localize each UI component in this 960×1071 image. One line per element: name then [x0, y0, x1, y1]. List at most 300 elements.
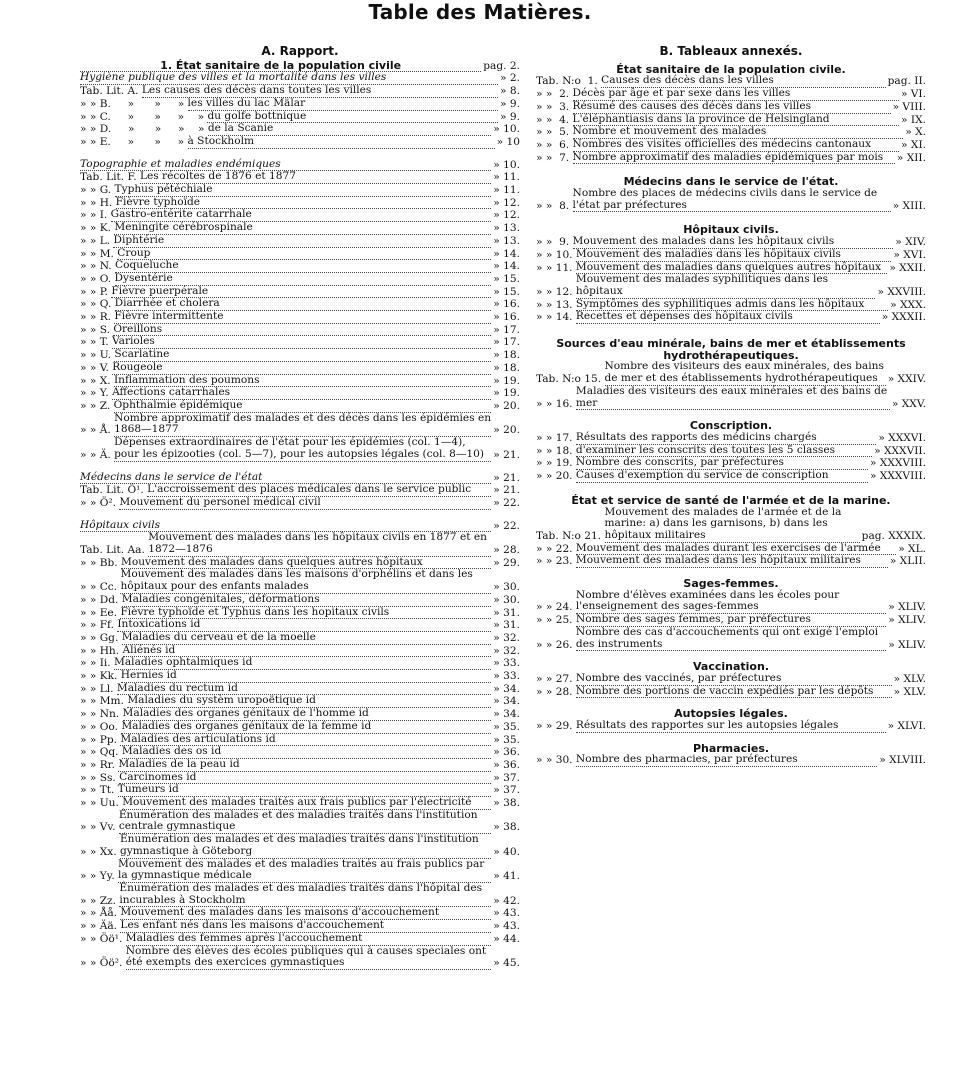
- toc-entry-title: Mouvement des malades dans les hôpitaux militaires: [576, 555, 888, 568]
- toc-entry-reference: » » B. » » »: [80, 97, 188, 110]
- toc-entry-page: » 15.: [493, 272, 520, 285]
- toc-entry-title: Mouvement des malades durant les exercises de l'armée: [576, 543, 896, 556]
- toc-entry-page: » 9.: [500, 97, 520, 110]
- right-column: [536, 46, 926, 767]
- toc-entry: [80, 235, 520, 248]
- toc-entry: [80, 437, 520, 461]
- toc-entry-reference: » » O.: [80, 272, 115, 285]
- toc-entry-page: » 14.: [493, 260, 520, 273]
- heading-autopsies: Autopsies légales.: [674, 707, 788, 721]
- toc-entry-reference: » » Ää.: [80, 920, 121, 933]
- heading-pharmacies: Pharmacies.: [692, 741, 770, 755]
- toc-entry: [536, 386, 926, 410]
- toc-entry-reference: » » Xx.: [80, 845, 120, 858]
- toc-entry-reference: » » K.: [80, 222, 115, 235]
- toc-entry-title: Fièvre typhoïde: [116, 197, 492, 210]
- toc-entry-title: Nombre des cas d'accouchements qui ont exigé l'emploi des instruments: [576, 627, 886, 651]
- toc-entry-page: » XLIV.: [888, 601, 926, 614]
- toc-entry-reference: » » Bb.: [80, 556, 121, 569]
- toc-entry-page: » 10: [496, 135, 520, 148]
- toc-entry-title: Meningite cérébrospinale: [114, 222, 491, 235]
- toc-entry-reference: » » Vv.: [80, 821, 119, 834]
- toc-entry-title: Mouvement des malades dans les hôpitaux civils en 1877 et en 1872—1876: [148, 532, 491, 556]
- toc-entry-reference: » » Qq.: [80, 746, 122, 759]
- toc-entry: [536, 249, 926, 262]
- toc-entry-title: Symptômes des syphilitiques admis dans les hôpitaux: [576, 299, 888, 312]
- toc-entry-title: Maladies des organes génitaux de la femme id: [121, 721, 491, 734]
- toc-entry-title: Inflammation des poumons: [114, 375, 491, 388]
- toc-entry-page: » XXXVIII.: [869, 470, 926, 483]
- toc-entry-reference: » » Ö².: [80, 496, 120, 509]
- toc-entry: [80, 111, 520, 124]
- toc-entry-page: » XXVIII.: [877, 285, 926, 298]
- toc-entry-reference: » » G.: [80, 184, 115, 197]
- toc-entry-reference: » » V.: [80, 361, 113, 374]
- toc-entry-reference: » » 3.: [536, 100, 573, 113]
- toc-section-medecins: [80, 472, 520, 510]
- toc-entry-reference: » » S.: [80, 323, 114, 336]
- toc-entry-reference: » » Z.: [80, 399, 114, 412]
- toc-entry: [80, 484, 520, 497]
- toc-entry: [80, 721, 520, 734]
- toc-entry: [80, 136, 520, 149]
- toc-entry: [536, 236, 926, 249]
- toc-entry-reference: » » Y.: [80, 387, 113, 400]
- toc-entry-page: » 21.: [493, 484, 520, 497]
- toc-entry: [80, 273, 520, 286]
- toc-entry-reference: » » H.: [80, 196, 116, 209]
- toc-entry-page: » XXXII.: [881, 311, 926, 324]
- toc-entry-reference: » » X.: [80, 374, 114, 387]
- toc-entry: [80, 883, 520, 907]
- toc-entry-page: » 19.: [493, 387, 520, 400]
- toc-entry-page: » 11.: [493, 171, 520, 184]
- toc-entry: [80, 810, 520, 834]
- toc-entry-title: Fièvre intermittente: [114, 311, 491, 324]
- toc-entry: [536, 432, 926, 445]
- toc-entry-reference: » » Ee.: [80, 606, 121, 619]
- heading-etat-civil: État sanitaire de la population civile.: [616, 62, 846, 76]
- toc-entry-page: » 30.: [493, 581, 520, 594]
- toc-entry-reference: » » E. » » »: [80, 135, 188, 148]
- toc-entry: [80, 759, 520, 772]
- toc-entry-page: » 29.: [493, 556, 520, 569]
- toc-entry-reference: » » 28.: [536, 685, 576, 698]
- toc-entry-reference: » » Ss.: [80, 771, 120, 784]
- toc-entry: [80, 708, 520, 721]
- toc-entry: [80, 946, 520, 970]
- toc-entry: [80, 222, 520, 235]
- toc-entry-title: Nombre des élèves des écoles publiques qui à causes speciales ont été exempts des exercices gymnastiques: [126, 946, 492, 970]
- toc-entry-reference: » » Gg.: [80, 631, 122, 644]
- toc-entry-reference: » » 26.: [536, 638, 576, 651]
- toc-entry-title: Décès par âge et par sexe dans les villes: [573, 88, 899, 101]
- toc-entry-page: » 20.: [493, 424, 520, 437]
- heading-tableaux: B. Tableaux annexés.: [659, 44, 803, 58]
- toc-entry-reference: Tab. Lit. Aa.: [80, 544, 149, 557]
- toc-section-armee: [536, 507, 926, 569]
- toc-entry-reference: » » 20.: [536, 470, 576, 483]
- toc-entry-page: » 21.: [493, 471, 520, 484]
- toc-entry-reference: » » P.: [80, 285, 112, 298]
- toc-entry-reference: » » 24.: [536, 601, 576, 614]
- toc-entry-page: » XXX.: [890, 298, 926, 311]
- toc-entry-title: Nombre des places de médecins civils dans le service de l'état par préfectures: [573, 188, 891, 212]
- toc-entry-title: L'accroissement des places médicales dans le service public: [147, 484, 491, 497]
- toc-entry-reference: » » Hh.: [80, 644, 123, 657]
- toc-entry: [536, 361, 926, 385]
- toc-entry-page: » 11.: [493, 184, 520, 197]
- toc-entry-reference: » » 14.: [536, 311, 576, 324]
- toc-entry-title: Maladies des articulations id: [120, 734, 491, 747]
- toc-entry-reference: » » 9.: [536, 236, 573, 249]
- toc-entry-reference: » » R.: [80, 311, 115, 324]
- toc-entry-reference: » » 4.: [536, 113, 573, 126]
- toc-entry-reference: » » Dd.: [80, 593, 122, 606]
- toc-entry-reference: » » Pp.: [80, 733, 121, 746]
- toc-entry-reference: » » I.: [80, 209, 111, 222]
- toc-entry-reference: Tab. Lit. F.: [80, 171, 140, 184]
- toc-entry-reference: » » Nn.: [80, 708, 123, 721]
- toc-entry-reference: » » 11.: [536, 261, 576, 274]
- toc-entry-page: » 40.: [493, 845, 520, 858]
- toc-entry-title: Maladies congénitales, déformations: [122, 594, 492, 607]
- toc-entry: [80, 834, 520, 858]
- toc-entry-title: L'éléphantiasis dans la province de Helsingland: [573, 114, 900, 127]
- toc-entry-title: Les enfant nés dans les maisons d'accouchement: [120, 920, 491, 933]
- toc-entry: [80, 859, 520, 883]
- toc-entry-page: » 45.: [493, 957, 520, 970]
- toc-entry-title: Mouvement des malades dans les hôpitaux civils: [573, 236, 894, 249]
- toc-entry-title: Maladies des os id: [122, 746, 491, 759]
- toc-entry: [536, 507, 926, 543]
- toc-entry-title: Hernies id: [121, 670, 492, 683]
- toc-entry-page: » XLIV.: [888, 614, 926, 627]
- toc-entry-page: » 21.: [493, 448, 520, 461]
- toc-entry: [536, 188, 926, 212]
- toc-entry-reference: Tab. Lit. A.: [80, 85, 142, 98]
- toc-entry-page: » 38.: [493, 821, 520, 834]
- toc-entry-page: pag. XXXIX.: [861, 529, 926, 542]
- toc-entry-title: Nombre des vaccinés, par préfectures: [576, 673, 892, 686]
- toc-section-medecins-right: [536, 188, 926, 212]
- toc-entry-page: » 18.: [493, 349, 520, 362]
- toc-entry-page: » 13.: [493, 234, 520, 247]
- toc-entry: [80, 569, 520, 593]
- toc-entry-title: Les causes des décès dans toutes les villes: [142, 85, 498, 98]
- toc-entry-title: Maladies de la peau id: [118, 759, 491, 772]
- toc-entry-page: » 41.: [493, 870, 520, 883]
- toc-entry-title: Mouvement des maladies dans quelques autres hôpitaux: [576, 262, 887, 275]
- toc-entry-reference: » » 22.: [536, 542, 576, 555]
- toc-entry-reference: » » 30.: [536, 754, 576, 767]
- toc-entry-reference: » » L.: [80, 234, 114, 247]
- toc-entry-page: » IX.: [901, 113, 926, 126]
- toc-entry-reference: » » 25.: [536, 614, 576, 627]
- toc-entry-page: » 31.: [493, 619, 520, 632]
- toc-entry-reference: » » Yy.: [80, 870, 119, 883]
- toc-entry-page: » 34.: [493, 695, 520, 708]
- toc-entry-reference: » » 12.: [536, 285, 576, 298]
- heading-rapport: A. Rapport.: [261, 44, 339, 58]
- toc-entry-title: Mouvement des malades de l'armée et de la marine: a) dans les garnisons, b) dans les hôpitaux militaires: [605, 507, 860, 543]
- toc-entry-reference: » » 7.: [536, 151, 573, 164]
- toc-entry: [80, 497, 520, 510]
- heading-hopitaux: Hôpitaux civils.: [683, 223, 779, 237]
- toc-entry-page: » XLII.: [889, 555, 926, 568]
- toc-entry-page: » XLVIII.: [879, 754, 926, 767]
- toc-entry: [536, 88, 926, 101]
- toc-entry-page: » 37.: [493, 784, 520, 797]
- toc-entry: [80, 632, 520, 645]
- toc-entry-page: » 36.: [493, 746, 520, 759]
- toc-entry-page: » 30.: [493, 593, 520, 606]
- toc-entry-reference: Tab. Lit. Ö¹.: [80, 484, 148, 497]
- toc-entry-page: » 10.: [493, 158, 520, 171]
- toc-entry-page: » 32.: [493, 644, 520, 657]
- toc-entry-reference: » » Q.: [80, 298, 115, 311]
- toc-section-etat-civil: [536, 75, 926, 164]
- toc-entry-page: » XXXVII.: [874, 444, 926, 457]
- toc-section-hopitaux-right: [536, 236, 926, 324]
- toc-entry-title: Recettes et dépenses des hôpitaux civils: [576, 311, 880, 324]
- toc-entry-page: » 33.: [493, 657, 520, 670]
- toc-entry-page: » 35.: [493, 733, 520, 746]
- heading-etat-sanitaire-label: 1. État sanitaire de la population civile: [80, 60, 481, 73]
- toc-entry: [536, 555, 926, 568]
- toc-entry-reference: » » Mm.: [80, 695, 128, 708]
- toc-entry-page: » XXXVI.: [878, 431, 926, 444]
- toc-entry-page: » XI.: [901, 138, 926, 151]
- toc-section-topographie: [80, 159, 520, 462]
- toc-entry-page: » XLVI.: [887, 720, 926, 733]
- toc-section-vaccination: [536, 673, 926, 698]
- toc-entry-reference: » » Oo.: [80, 720, 122, 733]
- toc-entry-title: Rougeole: [112, 362, 491, 375]
- toc-entry-reference: » » Kk.: [80, 670, 121, 683]
- toc-entry-title: Énumération des malades et des maladies traités dans l'hôpital des incurables à Stockholm: [119, 883, 491, 907]
- toc-entry: [80, 98, 520, 111]
- left-column: [80, 46, 520, 970]
- toc-entry: [536, 590, 926, 614]
- toc-entry-page: » 2.: [500, 72, 520, 85]
- toc-entry-title: Nombre des visiteurs des eaux minérales, des bains de mer et des établissements hydrothérapeutiques: [604, 360, 884, 385]
- heading-conscription: Conscription.: [689, 419, 773, 433]
- toc-section-sources: [536, 361, 926, 410]
- toc-entry-page: » 35.: [493, 720, 520, 733]
- heading-medecins: Médecins dans le service de l'état.: [623, 175, 839, 189]
- toc-entry-page: » 32.: [493, 631, 520, 644]
- toc-entry-title: Mouvement des malades dans les maisons d'accouchement: [120, 907, 491, 920]
- toc-entry-reference: » » Uu.: [80, 797, 123, 810]
- toc-entry-page: » 31.: [493, 606, 520, 619]
- toc-entry-page: » XXIV.: [887, 373, 926, 386]
- toc-entry: [536, 754, 926, 767]
- toc-entry-title: Mouvement des malades dans les maisons d'orphélins et dans les hôpitaux pour des enfants malades: [120, 569, 491, 593]
- toc-entry-reference: » » 5.: [536, 126, 573, 139]
- toc-entry-title: Tumeurs id: [118, 784, 492, 797]
- toc-entry-page: » XIV.: [895, 236, 926, 249]
- toc-entry-reference: » » Åå.: [80, 907, 121, 920]
- toc-entry-title: Nombre approximatif des malades et des décès dans les épidémies en 1868—1877: [114, 411, 492, 436]
- toc-entry-reference: » » 17.: [536, 431, 576, 444]
- toc-entry-title: Affections catarrhales: [112, 387, 491, 400]
- toc-entry-page: » 12.: [493, 196, 520, 209]
- toc-entry-title: Maladies des femmes après l'accouchement: [126, 933, 492, 946]
- toc-entry-page: » 28.: [493, 544, 520, 557]
- toc-entry-reference: Tab. N:o 21.: [536, 529, 605, 542]
- toc-entry-reference: » » D. » » » »: [80, 123, 208, 136]
- toc-entry-title: Nombre et mouvement des malades: [573, 126, 904, 139]
- toc-entry-reference: » » Öö².: [80, 957, 126, 970]
- toc-entry-reference: » » 13.: [536, 298, 576, 311]
- toc-entry-reference: » » 16.: [536, 397, 576, 410]
- toc-entry-page: » 38.: [493, 797, 520, 810]
- toc-entry-page: » 8.: [500, 85, 520, 98]
- toc-entry-page: » 20.: [493, 399, 520, 412]
- toc-entry-title: Résultats des rapports des médicins chargés: [576, 432, 876, 445]
- toc-entry-title: Croup: [117, 248, 491, 261]
- toc-entry: [536, 614, 926, 627]
- toc-entry-page: » 22.: [493, 496, 520, 509]
- heading-etat-sanitaire-page: pag. 2.: [483, 59, 520, 72]
- toc-entry-page: » 34.: [493, 682, 520, 695]
- toc-entry-title: du golfe bottnique: [207, 111, 498, 124]
- toc-entry-title: Hôpitaux civils: [80, 520, 491, 533]
- toc-entry-title: Résultats des rapportes sur les autopsies légales: [576, 720, 886, 733]
- toc-entry-page: » 19.: [493, 374, 520, 387]
- toc-entry-reference: Tab. N:o 1.: [536, 75, 602, 88]
- toc-entry-reference: » » 2.: [536, 88, 573, 101]
- toc-entry-page: » 14.: [493, 247, 520, 260]
- toc-entry: [536, 274, 926, 298]
- toc-entry-title: Mouvement des maladies dans les hôpitaux civils: [576, 249, 891, 262]
- toc-entry-page: » XVI.: [893, 248, 926, 261]
- toc-entry-title: Ophthalmie épidémique: [114, 400, 492, 413]
- toc-entry-page: » 22.: [493, 519, 520, 532]
- toc-entry-page: » 10.: [493, 123, 520, 136]
- toc-entry-title: Gastro-entérite catarrhale: [111, 209, 492, 222]
- toc-entry-page: » VI.: [900, 88, 926, 101]
- toc-entry-title: Nombre des portions de vaccin expédiés par les dépôts: [576, 686, 892, 699]
- toc-entry: [80, 362, 520, 375]
- toc-entry-reference: » » C. » » » »: [80, 110, 208, 123]
- toc-entry-page: » 9.: [500, 110, 520, 123]
- toc-entry-reference: » » Tt.: [80, 784, 118, 797]
- toc-entry-title: Scarlatine: [114, 349, 491, 362]
- toc-entry-title: Maladies du rectum id: [117, 683, 491, 696]
- toc-entry-title: Nombres des visites officielles des médecins cantonaux: [573, 139, 900, 152]
- toc-entry-title: Carcinomes id: [119, 772, 491, 785]
- toc-entry-title: Énumération des malades et des maladies traités dans l'institution centrale gymnastique: [119, 810, 491, 834]
- toc-entry-page: » 16.: [493, 311, 520, 324]
- toc-entry: [536, 686, 926, 699]
- toc-entry-title: Maladies des visiteurs des eaux minérales et des bains de mer: [576, 386, 890, 410]
- toc-entry-title: Dépenses extraordinaires de l'état pour les épidémies (col. 1—4), pour les épizooties (col. 5—7), pour les autopsies légales (col. 8—10): [114, 437, 491, 461]
- toc-entry: [536, 152, 926, 165]
- toc-entry: [536, 673, 926, 686]
- toc-entry-reference: Tab. N:o 15.: [536, 373, 605, 386]
- toc-entry-reference: » » 6.: [536, 138, 573, 151]
- toc-entry-title: Coqueluche: [115, 260, 491, 273]
- toc-entry-title: Maladies ophtalmiques id: [114, 657, 491, 670]
- toc-entry-title: Maladies du systèm uropoëtique id: [127, 695, 491, 708]
- toc-entry-page: » XIII.: [892, 199, 926, 212]
- toc-entry-title: d'examiner les conscrits des toutes les 5 classes: [576, 445, 872, 458]
- toc-entry-page: » XLV.: [893, 685, 926, 698]
- toc-entry-reference: » » Å.: [80, 424, 115, 437]
- toc-entry-page: » VIII.: [892, 100, 926, 113]
- toc-section-autopsies: [536, 720, 926, 733]
- heading-armee: État et service de santé de l'armée et de la marine.: [571, 493, 891, 507]
- toc-entry: [536, 470, 926, 483]
- toc-entry-reference: » » N.: [80, 260, 116, 273]
- toc-entry-page: » 18.: [493, 361, 520, 374]
- toc-entry-page: » XLIV.: [888, 638, 926, 651]
- toc-entry-reference: » » M.: [80, 247, 118, 260]
- heading-sources: Sources d'eau minérale, bains de mer et établissements hydrothérapeutiques.: [556, 337, 906, 362]
- toc-entry: [80, 184, 520, 197]
- toc-entry: [80, 400, 520, 413]
- toc-entry: [80, 797, 520, 810]
- toc-entry-title: Oreillons: [113, 324, 491, 337]
- toc-entry-reference: » » 23.: [536, 555, 576, 568]
- toc-entry-reference: » » T.: [80, 336, 112, 349]
- toc-entry-title: Nombre des sages femmes, par préfectures: [576, 614, 886, 627]
- toc-entry-reference: » » 19.: [536, 457, 576, 470]
- toc-entry-title: Maladies des organes génitaux de l'homme id: [123, 708, 492, 721]
- toc-section-sages-femmes: [536, 590, 926, 652]
- toc-entry-reference: » » Ii.: [80, 657, 115, 670]
- toc-entry-title: Mouvement des malades dans quelques autres hôpitaux: [121, 557, 491, 570]
- toc-entry: [80, 123, 520, 136]
- toc-entry-title: Nombre approximatif des maladies épidémiques par mois: [573, 152, 895, 165]
- toc-entry-page: » 37.: [493, 771, 520, 784]
- toc-entry: [536, 311, 926, 324]
- toc-entry-title: Médecins dans le service de l'état: [80, 472, 491, 485]
- toc-entry-reference: » » Ff.: [80, 619, 118, 632]
- toc-entry: [536, 139, 926, 152]
- toc-entry-title: Aliénés id: [123, 645, 492, 658]
- toc-entry-reference: » » 29.: [536, 720, 576, 733]
- toc-entry-title: Dysentérie: [115, 273, 492, 286]
- heading-vaccination: Vaccination.: [693, 660, 769, 674]
- toc-entry-reference: » » Ll.: [80, 682, 117, 695]
- toc-entry-reference: » » U.: [80, 349, 115, 362]
- toc-entry: [80, 413, 520, 437]
- toc-entry-page: » 13.: [493, 222, 520, 235]
- toc-entry-reference: » » Öö¹.: [80, 932, 126, 945]
- toc-entry-title: Mouvement du personel médical civil: [119, 497, 491, 510]
- toc-entry-title: à Stockholm: [188, 136, 495, 149]
- toc-section-hopitaux: [80, 520, 520, 970]
- toc-entry-reference: » » 27.: [536, 672, 576, 685]
- toc-entry-title: Les récoltes de 1876 et 1877: [140, 171, 491, 184]
- toc-entry-title: Hygiène publique des villes et la mortalité dans les villes: [80, 72, 498, 85]
- toc-entry-page: » 33.: [493, 670, 520, 683]
- toc-entry-title: Énumération des malades et des maladies traités dans l'institution gymnastique à Göteborg: [120, 834, 491, 858]
- toc-entry-page: » 34.: [493, 708, 520, 721]
- toc-entry-title: Mouvement des malades syphilitiques dans les hôpitaux: [576, 274, 876, 298]
- toc-entry: [536, 627, 926, 651]
- toc-entry-page: » 42.: [493, 894, 520, 907]
- toc-entry: [80, 670, 520, 683]
- toc-entry-title: Varioles: [112, 336, 491, 349]
- toc-entry-title: Fièvre puerpérale: [111, 286, 491, 299]
- toc-entry-title: Maladies du cerveau et de la moelle: [122, 632, 492, 645]
- toc-entry-reference: » » 18.: [536, 444, 576, 457]
- toc-entry-title: Résumé des causes des décès dans les villes: [573, 101, 891, 114]
